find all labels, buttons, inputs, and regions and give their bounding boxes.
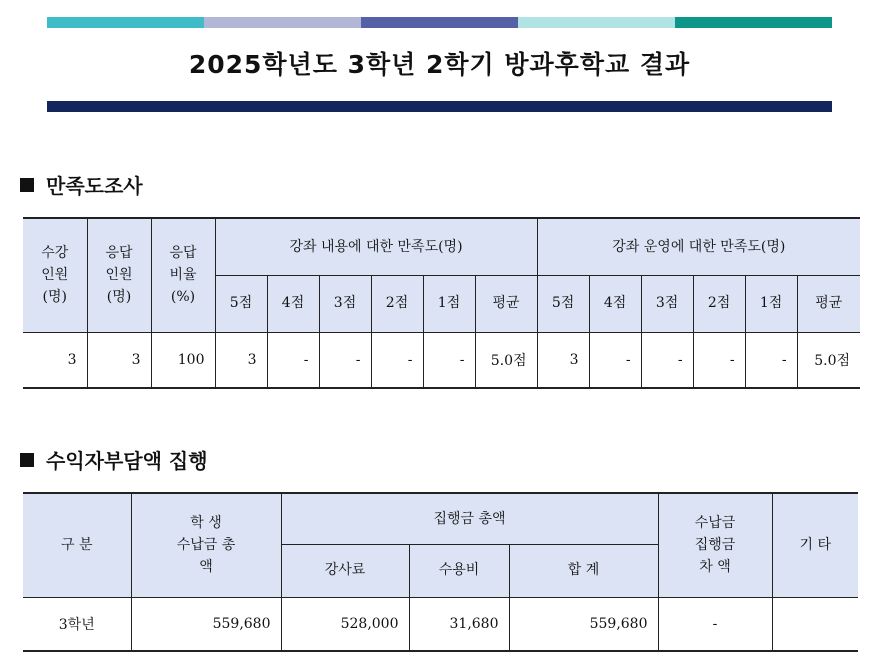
content-score-5: 5점 (215, 275, 267, 332)
group-content-header: 강좌 내용에 대한 만족도(명) (215, 218, 537, 275)
content-score-2: 2점 (371, 275, 423, 332)
operation-5-value: 3 (537, 332, 589, 388)
difference-value: - (658, 597, 772, 651)
color-segment-4 (518, 17, 675, 28)
operation-3-value: - (641, 332, 693, 388)
col-sum-header: 합 계 (509, 544, 658, 597)
col-supplies-header: 수용비 (409, 544, 509, 597)
operation-2-value: - (693, 332, 745, 388)
content-average: 평균 (475, 275, 537, 332)
operation-1-value: - (745, 332, 797, 388)
color-segment-2 (204, 17, 361, 28)
supplies-value: 31,680 (409, 597, 509, 651)
content-5-value: 3 (215, 332, 267, 388)
col-other-header: 기 타 (772, 493, 858, 597)
col-enrolled-label: 수강 인원 (명) (41, 244, 69, 306)
decorative-color-bar (47, 17, 832, 28)
col-collected-label: 학 생 수납금 총 액 (176, 514, 236, 576)
collected-value: 559,680 (131, 597, 281, 651)
col-collected-header (131, 493, 281, 597)
col-rate-label: 응답 비율 (%) (169, 244, 197, 306)
sum-value: 559,680 (509, 597, 658, 651)
square-bullet-icon (20, 178, 34, 192)
col-respondents-label: 응답 인원 (명) (105, 244, 133, 306)
operation-average-value: 5.0점 (797, 332, 860, 388)
title-rule (47, 101, 832, 112)
other-value (772, 597, 858, 651)
table-row (23, 597, 858, 651)
col-lecture-fee-header: 강사료 (281, 544, 409, 597)
lecture-fee-value: 528,000 (281, 597, 409, 651)
square-bullet-icon (20, 453, 34, 467)
col-rate-header (151, 218, 215, 332)
operation-score-1: 1점 (745, 275, 797, 332)
table-row (23, 332, 860, 388)
color-segment-5 (675, 17, 832, 28)
col-difference-label: 수납금 집행금 차 액 (694, 514, 736, 576)
col-enrolled-header (23, 218, 87, 332)
color-segment-3 (361, 17, 518, 28)
satisfaction-heading-text: 만족도조사 (46, 174, 143, 198)
content-4-value: - (267, 332, 319, 388)
content-1-value: - (423, 332, 475, 388)
enrolled-value: 3 (23, 332, 87, 388)
expense-table (23, 492, 858, 652)
color-segment-1 (47, 17, 204, 28)
satisfaction-heading (20, 170, 143, 199)
expense-heading-text: 수익자부담액 집행 (46, 449, 208, 473)
col-difference-header (658, 493, 772, 597)
content-average-value: 5.0점 (475, 332, 537, 388)
category-value: 3학년 (23, 597, 131, 651)
group-executed-header: 집행금 총액 (281, 493, 658, 544)
col-respondents-header (87, 218, 151, 332)
content-score-1: 1점 (423, 275, 475, 332)
rate-value: 100 (151, 332, 215, 388)
col-category-header: 구 분 (23, 493, 131, 597)
operation-score-5: 5점 (537, 275, 589, 332)
content-3-value: - (319, 332, 371, 388)
page-title: 2025학년도 3학년 2학기 방과후학교 결과 (188, 50, 691, 79)
operation-4-value: - (589, 332, 641, 388)
respondents-value: 3 (87, 332, 151, 388)
group-operation-header: 강좌 운영에 대한 만족도(명) (537, 218, 860, 275)
satisfaction-table (23, 217, 860, 389)
operation-score-4: 4점 (589, 275, 641, 332)
content-score-4: 4점 (267, 275, 319, 332)
operation-score-3: 3점 (641, 275, 693, 332)
operation-average: 평균 (797, 275, 860, 332)
expense-heading (20, 445, 208, 474)
operation-score-2: 2점 (693, 275, 745, 332)
content-score-3: 3점 (319, 275, 371, 332)
content-2-value: - (371, 332, 423, 388)
